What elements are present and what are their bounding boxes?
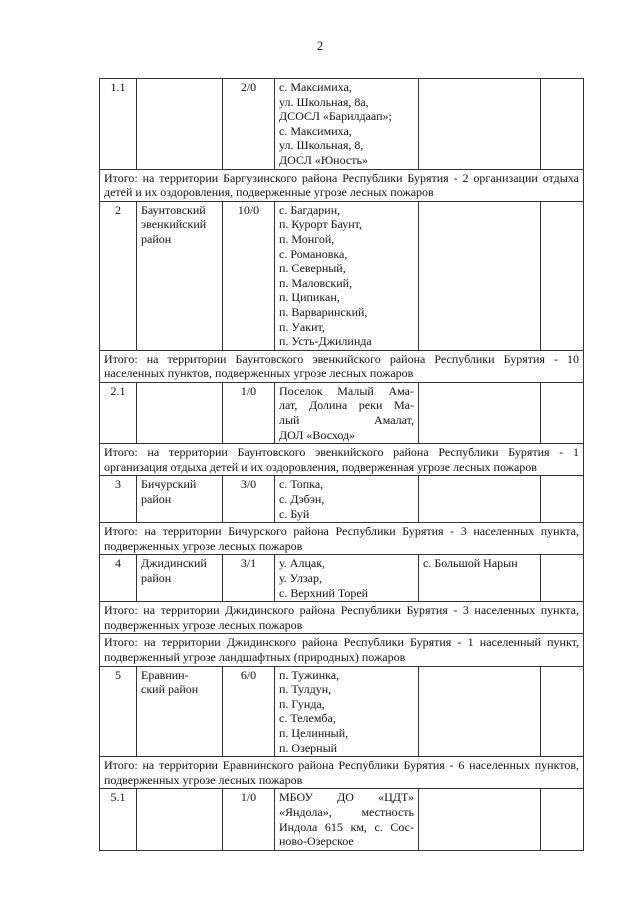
district-cell [137, 79, 223, 170]
place-line: п. Северный, [279, 261, 346, 276]
place-line: п. Тужинка, [279, 667, 340, 682]
table-row [100, 201, 584, 350]
empty-cell [541, 79, 584, 170]
district-line: район [141, 571, 172, 585]
place-line: п. Озерный [279, 740, 338, 755]
total-text: Итого: на территории Джидинского района Республики Бурятия - 1 населенный пункт, подверженный угрозе ландшафтных (природных) пожаров [100, 634, 584, 666]
row-number: 2.1 [100, 382, 137, 443]
empty-cell [541, 666, 584, 757]
landscape-fire-places-cell [419, 201, 541, 350]
places-cell [275, 79, 419, 170]
district-cell [137, 201, 223, 350]
landscape-fire-places-cell [419, 476, 541, 523]
district-line: Бичурский [141, 477, 197, 492]
row-number: 1.1 [100, 79, 137, 170]
row-number: 4 [100, 555, 137, 602]
landscape-fire-places-cell [419, 555, 541, 602]
places-cell [275, 382, 419, 443]
place-line: у. Улзар, [279, 571, 322, 585]
total-text: Итого: на территории Джидинского района Республики Бурятия - 3 населенных пункта, подверженных угрозе лесных пожаров [100, 602, 584, 634]
table-row [100, 789, 584, 850]
district-cell [137, 555, 223, 602]
place-line: п. Маловский, [279, 275, 353, 290]
district-line: ский район [141, 682, 199, 697]
place-line: п. Варваринский, [279, 304, 368, 319]
district-line: район [141, 492, 172, 507]
place-line: ул. Школьная, 8а, [279, 94, 369, 109]
total-row [100, 350, 584, 382]
empty-cell [541, 789, 584, 850]
place-line: п. Тулдун, [279, 682, 332, 697]
total-text: Итого: на территории Баргузинского района Республики Бурятия - 2 организации отдыха детей и их оздоровления, подверженные угрозе лесных пожаров [100, 169, 584, 201]
table-row [100, 476, 584, 523]
district-line: Баунтовский [141, 202, 206, 217]
page-number: 2 [316, 38, 324, 53]
place-line: с. Топка, [279, 477, 324, 492]
settlement-count: 3/0 [223, 476, 275, 523]
settlement-count: 2/0 [223, 79, 275, 170]
place-line: п. Усть-Джилинда [279, 334, 372, 349]
place-line: у. Алцак, [279, 556, 326, 571]
place-line: ул. Школьная, 8, [279, 138, 364, 153]
place-line: п. Монгой, [279, 231, 335, 246]
place-line: п. Гунда, [279, 696, 325, 711]
district-cell [137, 666, 223, 757]
empty-cell [541, 201, 584, 350]
total-row [100, 444, 584, 476]
total-text: Итого: на территории Бичурского района Республики Бурятия - 3 населенных пункта, подверженных угрозе лесных пожаров [100, 523, 584, 555]
place-line: Поселок Малый Ама- [279, 383, 414, 398]
settlement-count: 3/1 [223, 555, 275, 602]
total-row [100, 757, 584, 789]
places-cell [275, 555, 419, 602]
place-line: ДСОСЛ «Барилдаап»; [279, 109, 392, 124]
table-body [100, 79, 584, 851]
total-text: Итого: на территории Еравнинского района Республики Бурятия - 6 населенных пунктов, подверженных угрозе лесных пожаров [100, 757, 584, 789]
row-number: 2 [100, 201, 137, 350]
district-line: район [141, 231, 172, 246]
total-row [100, 169, 584, 201]
place-line: лый Амалат, [279, 413, 414, 428]
place-line: лат, Долина реки Ма- [279, 398, 414, 413]
landscape-fire-places-cell [419, 666, 541, 757]
settlement-count: 1/0 [223, 789, 275, 850]
place-line: с. Телемба, [279, 711, 336, 726]
district-cell [137, 382, 223, 443]
settlement-count: 10/0 [223, 201, 275, 350]
empty-cell [541, 555, 584, 602]
place-line: ново-Озерское [279, 834, 354, 849]
places-cell [275, 666, 419, 757]
table-row [100, 666, 584, 757]
place-line: с. Максимиха, [279, 123, 352, 138]
table-row [100, 382, 584, 443]
settlement-count: 1/0 [223, 382, 275, 443]
district-cell [137, 476, 223, 523]
place-line: п. Уакит, [279, 319, 325, 334]
table-row [100, 555, 584, 602]
row-number: 3 [100, 476, 137, 523]
place-line: п. Курорт Баунт, [279, 217, 362, 232]
place-line: с. Романовка, [279, 246, 348, 261]
places-cell [275, 476, 419, 523]
row-number: 5 [100, 666, 137, 757]
place-line: с. Максимиха, [279, 80, 352, 94]
place-line: с. Верхний Торей [279, 585, 369, 600]
place-line: Индола 615 км, с. Сос- [279, 819, 414, 834]
place-line: с. Большой Нарын [423, 556, 518, 571]
settlements-table [99, 78, 584, 851]
district-cell [137, 789, 223, 850]
total-text: Итого: на территории Баунтовского эвенкийского района Республики Бурятия - 10 населенных пунктов, подверженных угрозе лесных пожаров [100, 350, 584, 382]
total-row [100, 634, 584, 666]
place-line: с. Буй [279, 506, 310, 521]
place-line: п. Целинный, [279, 725, 349, 740]
place-line: с. Дэбэн, [279, 492, 325, 507]
empty-cell [541, 476, 584, 523]
places-cell [275, 201, 419, 350]
landscape-fire-places-cell [419, 382, 541, 443]
row-number: 5.1 [100, 789, 137, 850]
place-line: ДОЛ «Восход» [279, 427, 356, 442]
district-line: Джидинский [141, 556, 207, 571]
table-row [100, 79, 584, 170]
landscape-fire-places-cell [419, 789, 541, 850]
place-line: п. Ципикан, [279, 290, 340, 305]
district-line: Еравнин- [141, 667, 189, 682]
place-line: МБОУ ДО «ЦДТ» [279, 790, 414, 805]
landscape-fire-places-cell [419, 79, 541, 170]
total-row [100, 602, 584, 634]
district-line: эвенкийский [141, 217, 207, 232]
place-line: ДОСЛ «Юность» [279, 152, 368, 167]
settlement-count: 6/0 [223, 666, 275, 757]
place-line: с. Багдарин, [279, 202, 341, 217]
empty-cell [541, 382, 584, 443]
place-line: «Яндола», местность [279, 804, 414, 819]
places-cell [275, 789, 419, 850]
total-row [100, 523, 584, 555]
total-text: Итого: на территории Баунтовского эвенкийского района Республики Бурятия - 1 организация отдыха детей и их оздоровления, подверженная угрозе лесных пожаров [100, 444, 584, 476]
